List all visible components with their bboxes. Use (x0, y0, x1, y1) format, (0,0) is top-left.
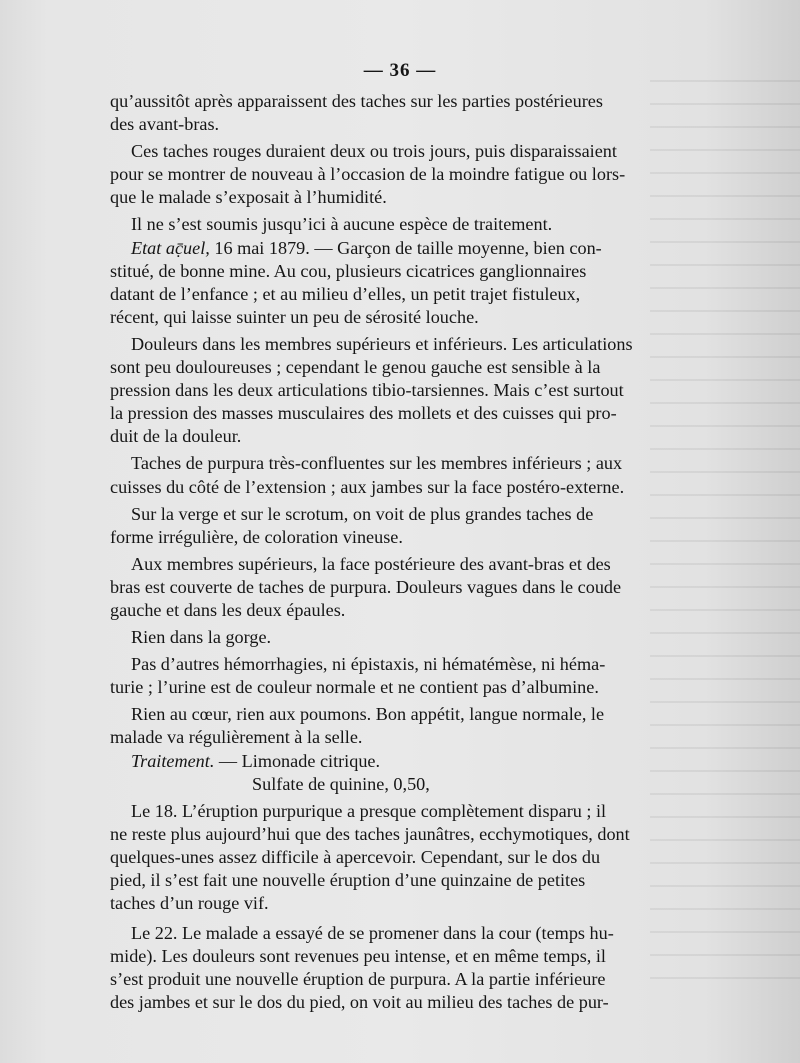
text-line: Le 18. L’éruption purpurique a presque complètement disparu ; il (131, 800, 607, 821)
text-line (110, 750, 643, 773)
text-line: Sur la verge et sur le scrotum, on voit de plus grandes taches de (131, 503, 594, 524)
text-line: Le 22. Le malade a essayé de se promener dans la cour (temps hu- (131, 923, 614, 944)
text-line: Rien au cœur, rien aux poumons. Bon appétit, langue normale, le (131, 704, 605, 725)
text-line: Ces taches rouges duraient deux ou trois jours, puis disparaissaient (131, 141, 617, 162)
text-line: Douleurs dans les membres supérieurs et inférieurs. Les articulations (131, 333, 633, 354)
text-line: pour se montrer de nouveau à l’occasion de la moindre fatigue ou lors- (110, 164, 626, 185)
text-line: qu’aussitôt après apparaissent des taches sur les parties postérieures (110, 91, 603, 111)
text-span: 16 mai 1879. — Garçon de taille moyenne, bien con- (209, 237, 602, 258)
text-line: des jambes et sur le dos du pied, on voit au milieu des taches de pur- (110, 992, 609, 1013)
text-line: des avant-bras. (110, 114, 220, 135)
show-through-shadow (650, 80, 800, 980)
text-line: pression dans les deux articulations tibio-tarsiennes. Mais c’est surtout (110, 380, 624, 401)
text-line: Il ne s’est soumis jusqu’ici à aucune espèce de traitement. (131, 214, 553, 235)
text-line: forme irrégulière, de coloration vineuse. (110, 526, 403, 547)
text-line: cuisses du côté de l’extension ; aux jambes sur la face postéro-externe. (110, 476, 625, 497)
text-line: Taches de purpura très-confluentes sur les membres inférieurs ; aux (131, 453, 623, 474)
text-line: pied, il s’est fait une nouvelle éruption d’une quinzaine de petites (110, 870, 586, 890)
text-line: stitué, de bonne mine. Au cou, plusieurs cicatrices ganglionnaires (110, 260, 587, 281)
text-line (110, 237, 643, 260)
text-line: malade va régulièrement à la selle. (110, 727, 363, 748)
text-line: Sulfate de quinine, 0,50, (252, 773, 430, 794)
section-label: Etat ac̣̄uel, (131, 237, 210, 258)
section-label: Traitement. (131, 750, 215, 771)
text-line: duit de la douleur. (110, 426, 242, 447)
text-line: s’est produit une nouvelle éruption de purpura. A la partie inférieure (110, 969, 606, 990)
text-line: mide). Les douleurs sont revenues peu intense, et en même temps, il (110, 946, 606, 967)
text-line: turie ; l’urine est de couleur normale et ne contient pas d’albumine. (110, 677, 599, 698)
text-line: gauche et dans les deux épaules. (110, 599, 346, 620)
page-number: — 36 — (363, 60, 437, 81)
text-line: quelques-unes assez difficile à apercevoir. Cependant, sur le dos du (110, 846, 601, 867)
text-line: Pas d’autres hémorrhagies, ni épistaxis, ni hématémèse, ni héma- (131, 654, 606, 675)
text-line: ne reste plus aujourd’hui que des taches jaunâtres, ecchymotiques, dont (110, 823, 630, 844)
text-line: bras est couverte de taches de purpura. Douleurs vagues dans le coude (110, 576, 622, 597)
text-line: récent, qui laisse suinter un peu de sérosité louche. (110, 306, 479, 327)
text-line: la pression des masses musculaires des mollets et des cuisses qui pro- (110, 403, 617, 424)
text-line: sont peu douloureuses ; cependant le genou gauche est sensible à la (110, 357, 601, 378)
text-line: Rien dans la gorge. (131, 627, 272, 648)
text-span: — Limonade citrique. (214, 750, 381, 771)
text-line: datant de l’enfance ; et au milieu d’elles, un petit trajet fistuleux, (110, 283, 581, 304)
body-text (110, 90, 643, 1015)
text-line: Aux membres supérieurs, la face postérieure des avant-bras et des (131, 553, 611, 574)
text-line: taches d’un rouge vif. (110, 893, 269, 914)
text-line: que le malade s’exposait à l’humidité. (110, 187, 387, 208)
